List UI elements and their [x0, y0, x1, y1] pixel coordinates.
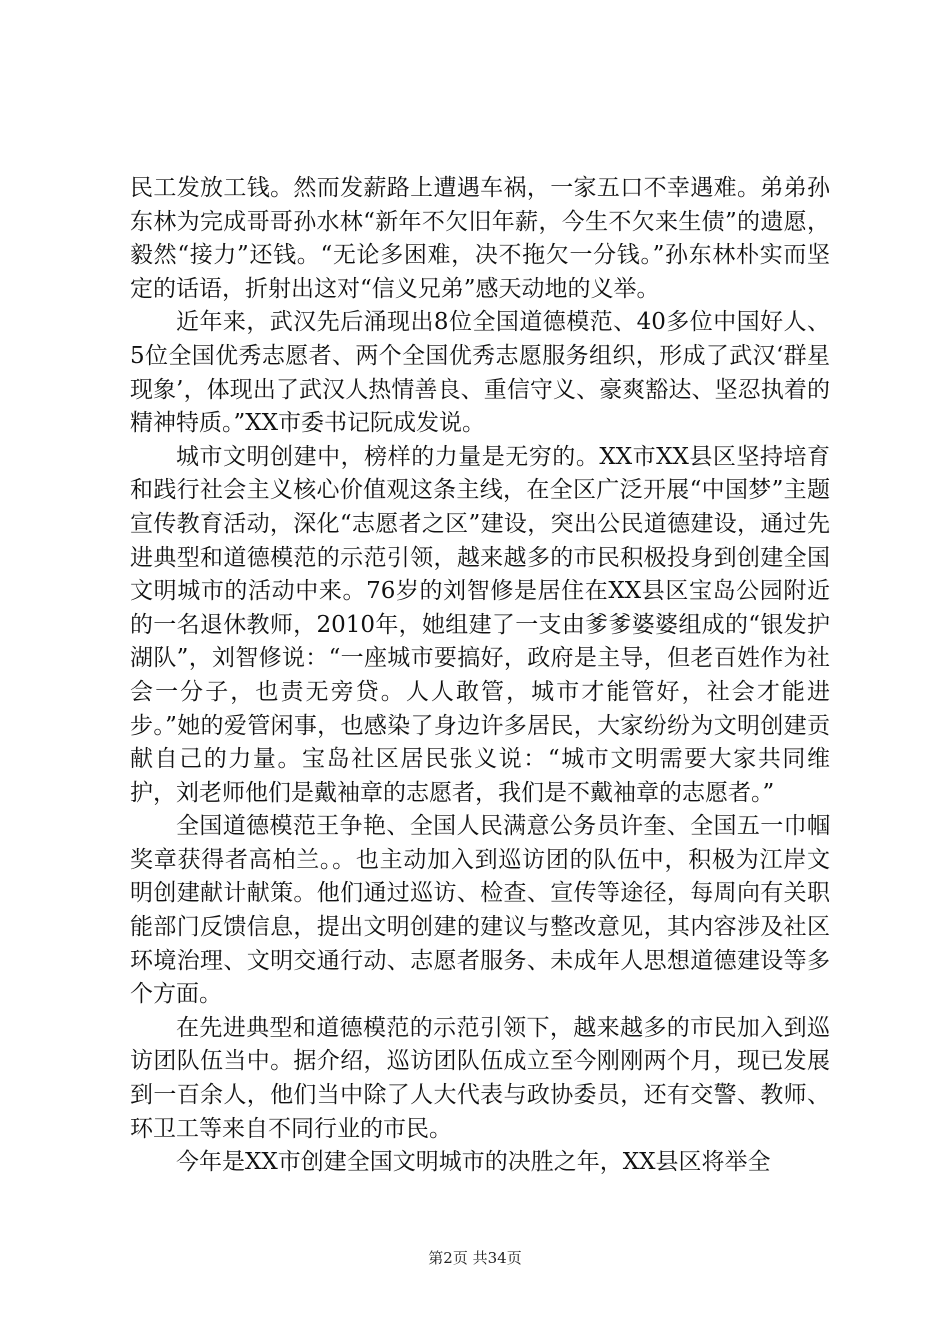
paragraph: 今年是XX市创建全国文明城市的决胜之年，XX县区将举全 — [176, 1149, 771, 1176]
document-body — [130, 172, 830, 1180]
paragraph: 在先进典型和道德模范的示范引领下，越来越多的市民加入到巡访团队伍当中。据介绍，巡访团队伍成立至今刚刚两个月，现已发展到一百余人，他们当中除了人大代表与政协委员，还有交警、教师、环卫工等来自不同行业的市民。 — [130, 1014, 830, 1142]
paragraph: 近年来，武汉先后涌现出8位全国道德模范、40多位中国好人、5位全国优秀志愿者、两个全国优秀志愿服务组织，形成了武汉‘群星现象’，体现出了武汉人热情善良、重信守义、豪爽豁达、坚忍执着的精神特质。”XX市委书记阮成发说。 — [130, 309, 830, 437]
paragraph: 全国道德模范王争艳、全国人民满意公务员许奎、全国五一巾帼奖章获得者高柏兰。。也主动加入到巡访团的队伍中，积极为江岸文明创建献计献策。他们通过巡访、检查、宣传等途径，每周向有关职能部门反馈信息，提出文明创建的建议与整改意见，其内容涉及社区环境治理、文明交通行动、志愿者服务、未成年人思想道德建设等多个方面。 — [130, 813, 830, 1008]
paragraph: 城市文明创建中，榜样的力量是无穷的。XX市XX县区坚持培育和践行社会主义核心价值观这条主线，在全区广泛开展“中国梦”主题宣传教育活动，深化“志愿者之区”建设，突出公民道德建设，通过先进典型和道德模范的示范引领，越来越多的市民积极投身到创建全国文明城市的活动中来。76岁的刘智修是居住在XX县区宝岛公园附近的一名退休教师，2010年，她组建了一支由爹爹婆婆组成的“银发护湖队”，刘智修说：“一座城市要搞好，政府是主导，但老百姓作为社会一分子，也责无旁贷。人人敢管，城市才能管好，社会才能进步。”她的爱管闲事，也感染了身边许多居民，大家纷纷为文明创建贡献自己的力量。宝岛社区居民张义说：“城市文明需要大家共同维护，刘老师他们是戴袖章的志愿者，我们是不戴袖章的志愿者。” — [130, 443, 830, 806]
paragraph-continuation: 民工发放工钱。然而发薪路上遭遇车祸，一家五口不幸遇难。弟弟孙东林为完成哥哥孙水林“新年不欠旧年薪，今生不欠来生债”的遗愿，毅然“接力”还钱。“无论多困难，决不拖欠一分钱。”孙东林朴实而坚定的话语，折射出这对“信义兄弟”感天动地的义举。 — [130, 175, 830, 302]
page-number-footer: 第2页 共34页 — [428, 1249, 522, 1267]
